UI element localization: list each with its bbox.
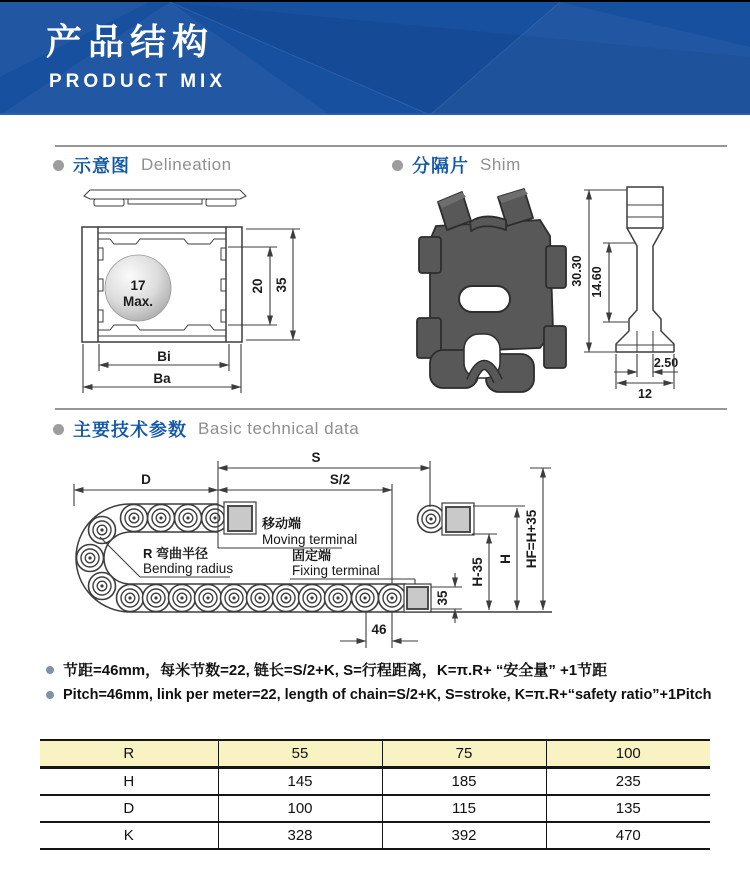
shim-3d-render [417,189,566,392]
section-en: Delineation [141,155,232,174]
note-zh [46,659,607,680]
table-cell: 75 [382,740,546,768]
ball-max-label: Max. [122,294,154,309]
note-zh-text: 节距=46mm，每米节数=22, 链长=S/2+K, S=行程距离，K=π.R+ “安全量” +1节距 [63,662,608,679]
bending-radius-label-zh: R 弯曲半径 [143,546,209,561]
table-cell: 470 [546,822,710,849]
table-cell: K [40,822,218,849]
table-row-k [40,822,710,849]
note-en-text: Pitch=46mm, link per meter=22, length of chain=S/2+K, S=stroke, K=π.R+“safety ratio”+1Pitch [63,687,712,703]
table-cell: 115 [382,795,546,822]
dim-pitch-label: 46 [371,622,387,637]
table-cell: 55 [218,740,382,768]
ball-diameter-label: 17 [130,278,146,293]
spec-table [40,739,710,850]
table-cell: D [40,795,218,822]
bullet-icon [46,691,54,699]
dim-half-stroke-label: S/2 [329,472,351,487]
dim-inner-height-label: 20 [250,278,265,294]
chain-diagram [74,450,552,648]
dim-h-label: H [498,554,513,564]
dim-hf-label: HF=H+35 [524,509,539,569]
fixing-terminal-label-en: Fixing terminal [292,563,380,578]
section-en: Basic technical data [198,419,360,438]
dim-outer-height-label: 35 [274,277,289,293]
moving-terminal-block [224,502,256,534]
table-row-r [40,740,710,768]
section-en: Shim [480,155,521,174]
section-zh: 主要技术参数 [73,420,187,440]
shim-mid-height-label: 14.60 [590,266,604,298]
note-en [46,687,712,703]
table-row-d [40,795,710,822]
dim-d-label: D [141,472,151,487]
dim-h-minus-35-label: H-35 [470,557,485,587]
stroke-end-link [418,503,475,535]
table-cell: H [40,768,218,796]
table-cell: 100 [546,740,710,768]
table-cell: 135 [546,795,710,822]
table-cell: R [40,740,218,768]
page-title: 产品结构 [46,21,215,62]
dim-inner-width-label: Bi [157,349,171,364]
fixing-terminal-block [404,584,431,612]
section-zh: 示意图 [73,156,130,176]
moving-terminal-label-zh: 移动端 [262,516,302,531]
bending-radius-label-en: Bending radius [143,561,234,576]
dim-35-label: 35 [435,590,450,606]
shim-thickness-label: 2.50 [653,356,679,370]
delineation-drawing [82,190,300,393]
shim-base-width-label: 12 [638,387,652,401]
shim-total-height-label: 30.30 [570,255,584,287]
table-row-h [40,768,710,796]
table-cell: 235 [546,768,710,796]
table-cell: 145 [218,768,382,796]
shim-profile-drawing [570,187,678,401]
bullet-icon [46,666,54,674]
fixing-terminal-label-zh: 固定端 [292,548,332,563]
section-zh: 分隔片 [412,156,469,176]
dim-stroke-label: S [311,450,321,465]
dim-outer-width-label: Ba [153,371,171,386]
moving-terminal-label-en: Moving terminal [262,532,358,547]
table-cell: 100 [218,795,382,822]
table-cell: 328 [218,822,382,849]
table-cell: 185 [382,768,546,796]
table-cell: 392 [382,822,546,849]
shim-hole [459,286,510,312]
page-subtitle: PRODUCT MIX [49,71,226,92]
